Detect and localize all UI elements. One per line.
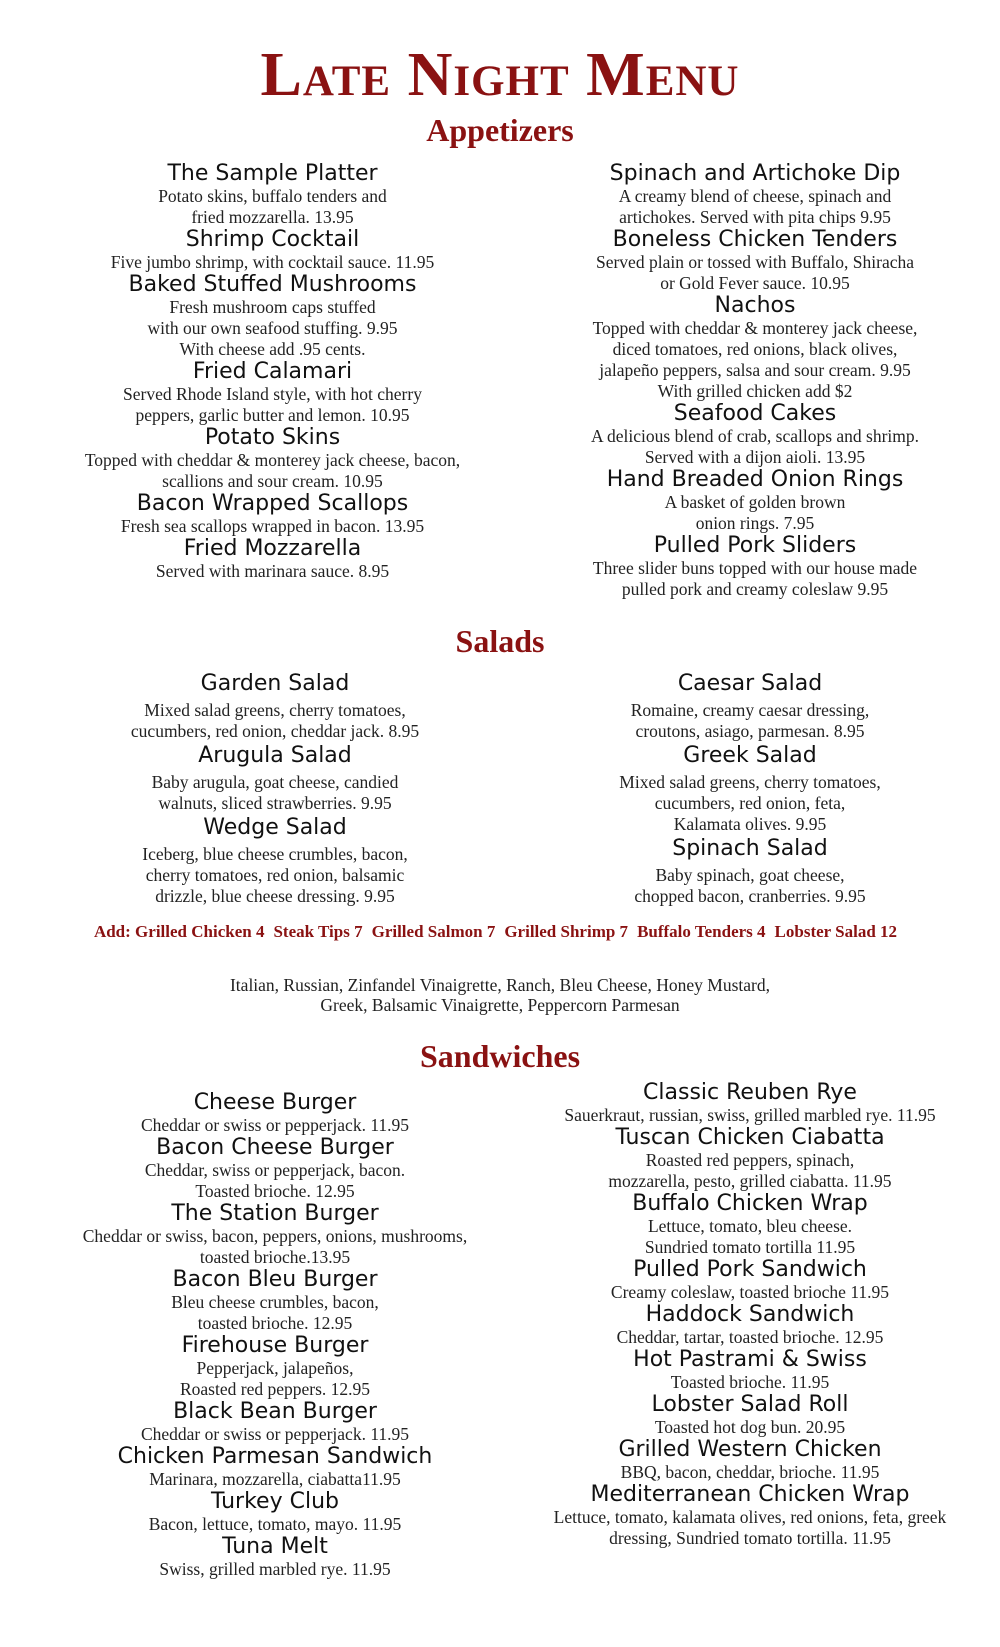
menu-item-description: Topped with cheddar & monterey jack cheese, bacon, scallions and sour cream. 10.95	[84, 450, 461, 491]
menu-item-description: Cheddar or swiss or pepperjack. 11.95	[140, 1424, 410, 1444]
salads-right-column	[515, 670, 985, 909]
menu-item-description: Roasted red peppers, spinach, mozzarella, pesto, grilled ciabatta. 11.95	[608, 1150, 892, 1191]
menu-item-tuna-melt: Tuna Melt	[222, 1534, 328, 1559]
menu-item-caesar-salad: Caesar Salad	[677, 671, 823, 696]
appetizers-right-column	[520, 162, 990, 600]
menu-item-description: BBQ, bacon, cheddar, brioche. 11.95	[620, 1462, 880, 1482]
menu-item-garden-salad: Garden Salad	[200, 671, 350, 696]
menu-item-description: Lettuce, tomato, bleu cheese. Sundried tomato tortilla 11.95	[644, 1216, 856, 1257]
menu-item-fried-mozzarella: Fried Mozzarella	[183, 536, 362, 561]
menu-title: Late Night Menu	[260, 41, 740, 109]
menu-item-grilled-western-chicken: Grilled Western Chicken	[618, 1437, 882, 1462]
menu-item-firehouse-burger: Firehouse Burger	[181, 1333, 369, 1358]
menu-item-baked-stuffed-mushrooms: Baked Stuffed Mushrooms	[128, 272, 417, 297]
menu-item-shrimp-cocktail: Shrimp Cocktail	[185, 227, 360, 252]
menu-item-description: Fresh sea scallops wrapped in bacon. 13.95	[120, 516, 425, 536]
menu-item-seafood-cakes: Seafood Cakes	[673, 401, 837, 426]
menu-item-description: Toasted brioche. 11.95	[670, 1372, 830, 1392]
sandwiches-left-column	[40, 1091, 510, 1580]
menu-item-description: Lettuce, tomato, kalamata olives, red onions, feta, greek dressing, Sundried tomato tortilla. 11.95	[553, 1507, 947, 1548]
menu-item-cheese-burger: Cheese Burger	[193, 1090, 357, 1115]
menu-item-description: Marinara, mozzarella, ciabatta11.95	[149, 1469, 401, 1489]
menu-item-the-station-burger: The Station Burger	[171, 1201, 379, 1226]
menu-item-description: Bacon, lettuce, tomato, mayo. 11.95	[148, 1514, 402, 1534]
menu-item-fried-calamari: Fried Calamari	[192, 359, 353, 384]
menu-item-description: Mixed salad greens, cherry tomatoes, cucumbers, red onion, cheddar jack. 8.95	[130, 700, 420, 741]
dressings-list: Italian, Russian, Zinfandel Vinaigrette, Ranch, Bleu Cheese, Honey Mustard, Greek, Balsamic Vinaigrette, Peppercorn Parmesan	[229, 975, 771, 1015]
menu-item-description: Iceberg, blue cheese crumbles, bacon, cherry tomatoes, red onion, balsamic drizzle, blue cheese dressing. 9.95	[142, 844, 408, 906]
menu-item-description: Baby spinach, goat cheese, chopped bacon, cranberries. 9.95	[634, 865, 866, 906]
addon-option: Grilled Shrimp 7	[504, 922, 629, 941]
menu-item-description: A creamy blend of cheese, spinach and artichokes. Served with pita chips 9.95	[618, 186, 892, 227]
menu-item-description: Topped with cheddar & monterey jack cheese, diced tomatoes, red onions, black olives, jalapeño peppers, salsa and sour cream. 9.95 With grilled chicken add $2	[592, 318, 918, 401]
addon-option: Grilled Salmon 7	[371, 922, 496, 941]
menu-item-chicken-parmesan-sandwich: Chicken Parmesan Sandwich	[117, 1444, 433, 1469]
menu-item-description: Five jumbo shrimp, with cocktail sauce. 11.95	[110, 252, 435, 272]
menu-item-description: Mixed salad greens, cherry tomatoes, cucumbers, red onion, feta, Kalamata olives. 9.95	[619, 772, 881, 834]
menu-item-description: Creamy coleslaw, toasted brioche 11.95	[610, 1282, 890, 1302]
menu-item-lobster-salad-roll: Lobster Salad Roll	[651, 1392, 849, 1417]
menu-item-bacon-cheese-burger: Bacon Cheese Burger	[156, 1135, 394, 1160]
menu-item-description: Cheddar or swiss, bacon, peppers, onions, mushrooms, toasted brioche.13.95	[82, 1226, 468, 1267]
menu-item-arugula-salad: Arugula Salad	[198, 743, 352, 768]
menu-item-boneless-chicken-tenders: Boneless Chicken Tenders	[612, 227, 898, 252]
menu-item-description: Swiss, grilled marbled rye. 11.95	[159, 1559, 391, 1579]
menu-item-description: Cheddar or swiss or pepperjack. 11.95	[140, 1115, 410, 1135]
menu-item-description: Sauerkraut, russian, swiss, grilled marbled rye. 11.95	[564, 1105, 936, 1125]
menu-item-haddock-sandwich: Haddock Sandwich	[645, 1302, 855, 1327]
menu-item-description: Pepperjack, jalapeños, Roasted red peppers. 12.95	[179, 1358, 371, 1399]
menu-item-description: Served with marinara sauce. 8.95	[155, 561, 390, 581]
menu-item-description: Romaine, creamy caesar dressing, croutons, asiago, parmesan. 8.95	[630, 700, 870, 741]
addon-option: Buffalo Tenders 4	[637, 922, 766, 941]
menu-item-buffalo-chicken-wrap: Buffalo Chicken Wrap	[632, 1191, 868, 1216]
salads-heading: Salads	[455, 623, 545, 659]
menu-item-description: Three slider buns topped with our house made pulled pork and creamy coleslaw 9.95	[592, 558, 918, 599]
salads-left-column	[40, 670, 510, 909]
menu-item-mediterranean-chicken-wrap: Mediterranean Chicken Wrap	[590, 1482, 910, 1507]
menu-item-description: Toasted hot dog bun. 20.95	[654, 1417, 846, 1437]
menu-item-black-bean-burger: Black Bean Burger	[173, 1399, 377, 1424]
addon-option: Steak Tips 7	[273, 922, 363, 941]
salad-addons	[0, 922, 1000, 942]
menu-item-classic-reuben-rye: Classic Reuben Rye	[643, 1080, 857, 1105]
menu-item-description: Fresh mushroom caps stuffed with our own seafood stuffing. 9.95 With cheese add .95 cents.	[147, 297, 398, 359]
menu-item-nachos: Nachos	[714, 293, 796, 318]
sandwiches-right-column	[515, 1081, 985, 1549]
menu-item-bacon-bleu-burger: Bacon Bleu Burger	[172, 1267, 378, 1292]
menu-item-wedge-salad: Wedge Salad	[203, 815, 347, 840]
menu-item-description: Served Rhode Island style, with hot cherry peppers, garlic butter and lemon. 10.95	[123, 384, 422, 425]
menu-item-turkey-club: Turkey Club	[211, 1489, 339, 1514]
menu-item-bacon-wrapped-scallops: Bacon Wrapped Scallops	[136, 491, 409, 516]
menu-item-description: A basket of golden brown onion rings. 7.95	[664, 492, 846, 533]
menu-item-tuscan-chicken-ciabatta: Tuscan Chicken Ciabatta	[615, 1125, 885, 1150]
addon-option: Lobster Salad 12	[774, 922, 898, 941]
menu-item-spinach-salad: Spinach Salad	[672, 836, 828, 861]
appetizers-left-column	[30, 162, 515, 582]
appetizers-heading: Appetizers	[426, 112, 574, 148]
menu-item-hand-breaded-onion-rings: Hand Breaded Onion Rings	[606, 467, 904, 492]
menu-item-spinach-and-artichoke-dip: Spinach and Artichoke Dip	[609, 161, 901, 186]
menu-item-description: A delicious blend of crab, scallops and shrimp. Served with a dijon aioli. 13.95	[590, 426, 920, 467]
menu-item-description: Baby arugula, goat cheese, candied walnuts, sliced strawberries. 9.95	[151, 772, 399, 813]
menu-item-description: Served plain or tossed with Buffalo, Shiracha or Gold Fever sauce. 10.95	[595, 252, 915, 293]
addon-option: Add: Grilled Chicken 4	[93, 922, 265, 941]
menu-item-description: Potato skins, buffalo tenders and fried mozzarella. 13.95	[158, 186, 387, 227]
menu-item-the-sample-platter: The Sample Platter	[167, 161, 378, 186]
menu-item-greek-salad: Greek Salad	[683, 743, 817, 768]
sandwiches-heading: Sandwiches	[419, 1038, 581, 1074]
menu-item-description: Cheddar, swiss or pepperjack, bacon. Toasted brioche. 12.95	[144, 1160, 406, 1201]
menu-item-description: Bleu cheese crumbles, bacon, toasted brioche. 12.95	[171, 1292, 379, 1333]
menu-item-description: Cheddar, tartar, toasted brioche. 12.95	[616, 1327, 884, 1347]
menu-item-hot-pastrami-swiss: Hot Pastrami & Swiss	[633, 1347, 867, 1372]
menu-item-potato-skins: Potato Skins	[204, 425, 341, 450]
menu-item-pulled-pork-sandwich: Pulled Pork Sandwich	[633, 1257, 867, 1282]
menu-item-pulled-pork-sliders: Pulled Pork Sliders	[653, 533, 857, 558]
